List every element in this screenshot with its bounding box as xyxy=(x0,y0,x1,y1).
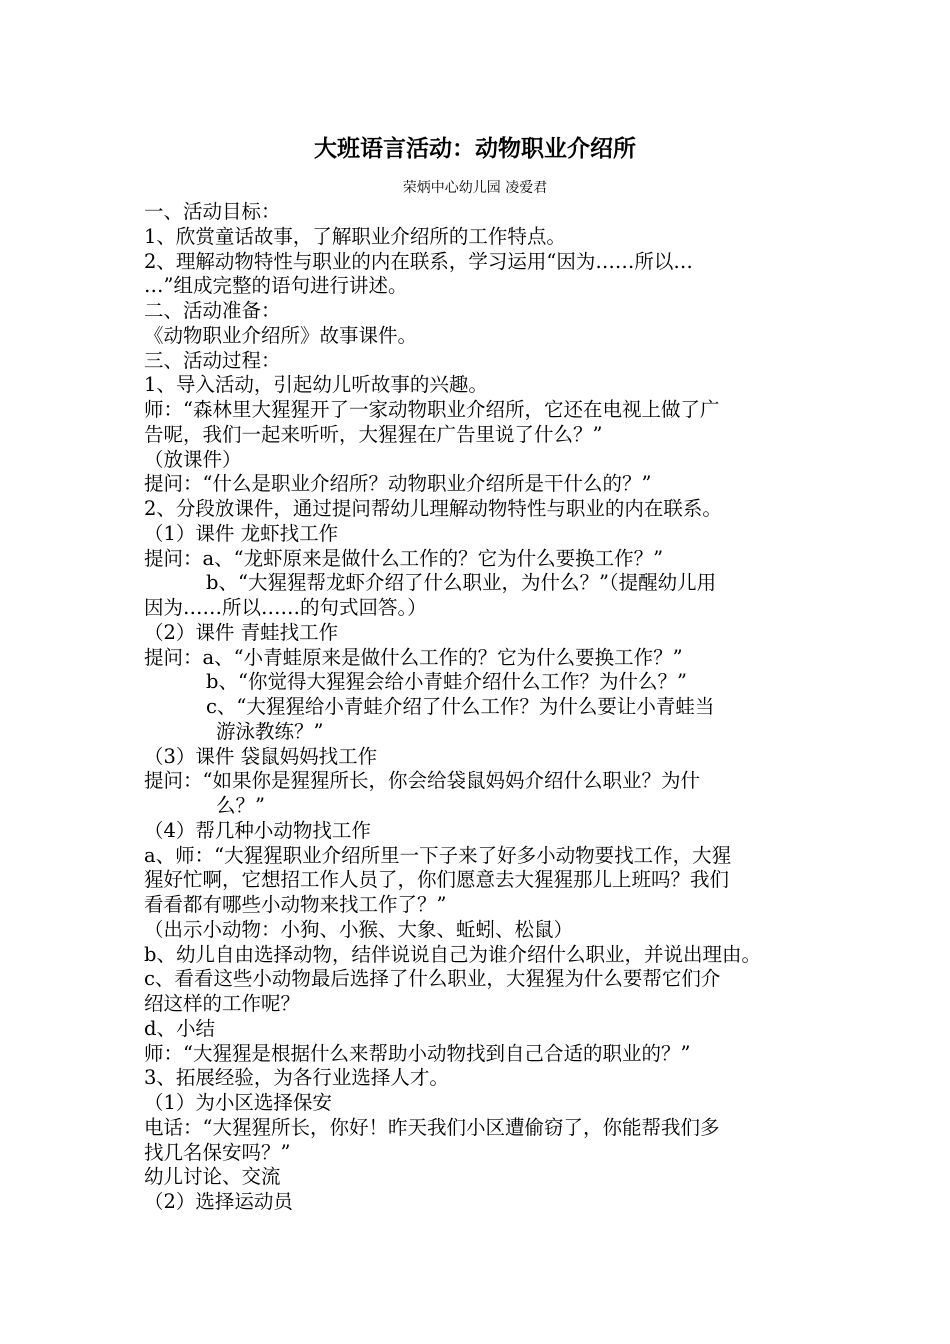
paragraph-line: 提问：a、“小青蛙原来是做什么工作的？它为什么要换工作？” xyxy=(144,645,683,669)
paragraph-line: （放课件） xyxy=(144,447,242,471)
paragraph-line: 2、理解动物特性与职业的内在联系，学习运用“因为……所以… xyxy=(144,249,693,273)
document-title: 大班语言活动：动物职业介绍所 xyxy=(314,136,636,162)
paragraph-line: b、幼儿自由选择动物，结伴说说自己为谁介绍什么职业，并说出理由。 xyxy=(144,942,761,966)
section-heading: 一、活动目标： xyxy=(144,200,281,223)
paragraph-line: 因为……所以……的句式回答。） xyxy=(144,596,427,619)
paragraph-line-indented: b、“大猩猩帮龙虾介绍了什么职业，为什么？”（提醒幼儿用 xyxy=(206,571,717,595)
paragraph-line-indented: 么？” xyxy=(216,794,265,817)
paragraph-line: 提问：“如果你是猩猩所长，你会给袋鼠妈妈介绍什么职业？为什 xyxy=(144,769,700,793)
paragraph-line: d、小结 xyxy=(144,1016,215,1040)
paragraph-line: …”组成完整的语句进行讲述。 xyxy=(144,274,408,298)
paragraph-line: 幼儿讨论、交流 xyxy=(144,1165,281,1189)
paragraph-line: 1、欣赏童话故事，了解职业介绍所的工作特点。 xyxy=(144,224,566,248)
subsection-heading: （4）帮几种小动物找工作 xyxy=(144,818,371,842)
paragraph-line: 师：“森林里大猩猩开了一家动物职业介绍所，它还在电视上做了广 xyxy=(144,398,720,421)
paragraph-line: 猩好忙啊，它想招工作人员了，你们愿意去大猩猩那儿上班吗？我们 xyxy=(144,868,730,892)
paragraph-line-indented: b、“你觉得大猩猩会给小青蛙介绍什么工作？为什么？” xyxy=(206,670,687,694)
paragraph-line: 找几名保安吗？” xyxy=(144,1140,291,1164)
paragraph-line: 1、导入活动，引起幼儿听故事的兴趣。 xyxy=(144,373,488,397)
paragraph-line: （出示小动物：小狗、小猴、大象、蚯蚓、松鼠） xyxy=(144,917,574,941)
section-heading: 二、活动准备： xyxy=(144,299,281,322)
subsection-heading: （1）为小区选择保安 xyxy=(144,1091,332,1114)
section-heading: 三、活动过程： xyxy=(144,348,281,372)
paragraph-line: c、看看这些小动物最后选择了什么职业，大猩猩为什么要帮它们介 xyxy=(144,967,721,991)
paragraph-line: 看看都有哪些小动物来找工作了？” xyxy=(144,893,447,916)
paragraph-line: 告呢，我们一起来听听，大猩猩在广告里说了什么？” xyxy=(144,422,603,446)
document-author: 荣炳中心幼儿园 凌爱君 xyxy=(402,180,548,196)
paragraph-line-indented: c、“大猩猩给小青蛙介绍了什么工作？为什么要让小青蛙当 xyxy=(206,695,715,718)
paragraph-line: 绍这样的工作呢？ xyxy=(144,992,301,1015)
paragraph-line: 3、拓展经验，为各行业选择人才。 xyxy=(144,1066,449,1090)
paragraph-line: 提问：a、“龙虾原来是做什么工作的？它为什么要换工作？” xyxy=(144,546,664,570)
paragraph-line: 2、分段放课件，通过提问帮幼儿理解动物特性与职业的内在联系。 xyxy=(144,497,722,520)
paragraph-line: 《动物职业介绍所》故事课件。 xyxy=(144,323,418,347)
subsection-heading: （1）课件 龙虾找工作 xyxy=(144,521,339,545)
subsection-heading: （3）课件 袋鼠妈妈找工作 xyxy=(144,744,378,768)
paragraph-line: 电话：“大猩猩所长，你好！昨天我们小区遭偷窃了，你能帮我们多 xyxy=(144,1115,720,1139)
paragraph-line: 师：“大猩猩是根据什么来帮助小动物找到自己合适的职业的？” xyxy=(144,1041,691,1065)
paragraph-line-indented: 游泳教练？” xyxy=(216,719,324,743)
paragraph-line: a、师：“大猩猩职业介绍所里一下子来了好多小动物要找工作，大猩 xyxy=(144,843,732,867)
subsection-heading: （2）选择运动员 xyxy=(144,1190,293,1213)
subsection-heading: （2）课件 青蛙找工作 xyxy=(144,620,339,644)
paragraph-line: 提问：“什么是职业介绍所？动物职业介绍所是干什么的？” xyxy=(144,472,652,496)
document-body xyxy=(144,200,834,1215)
